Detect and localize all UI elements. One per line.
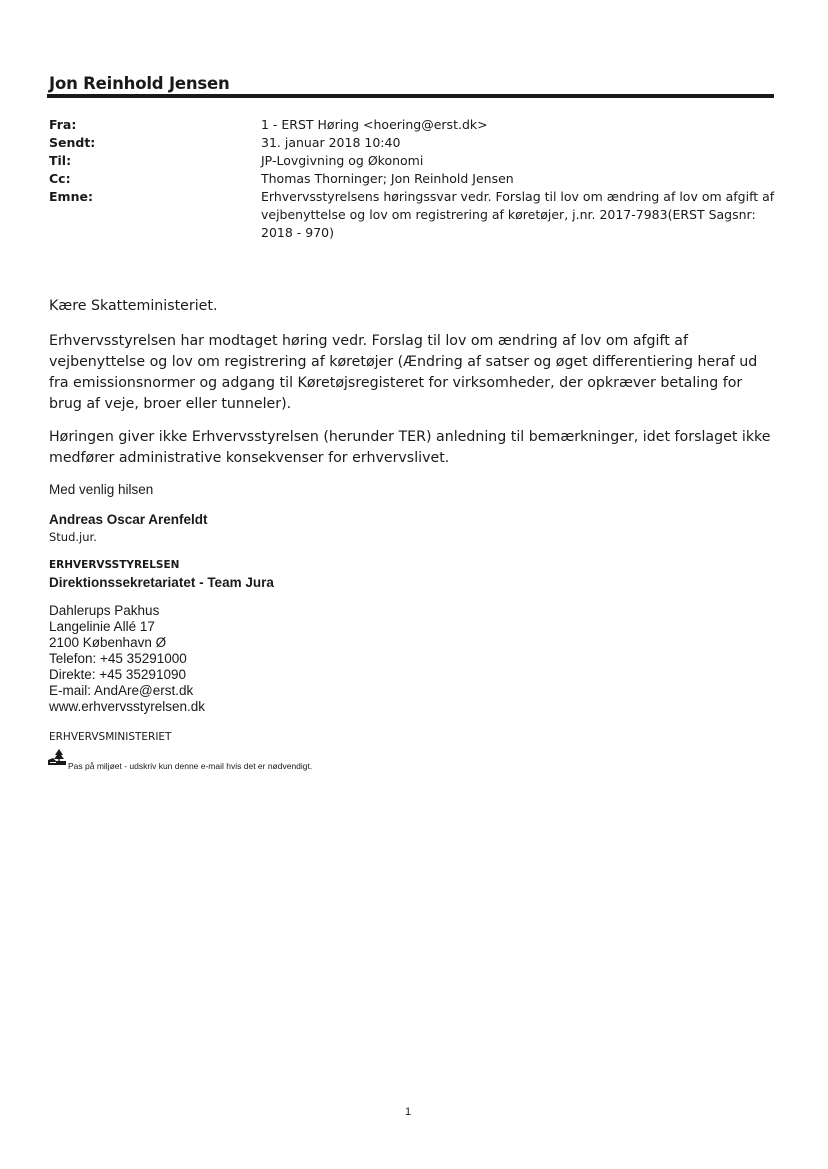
- signature-organization: ERHVERVSSTYRELSEN: [49, 559, 180, 571]
- environment-note-text: Pas på miljøet - udskriv kun denne e-mail hvis det er nødvendigt.: [68, 761, 313, 771]
- address-line: Langelinie Allé 17: [49, 619, 155, 634]
- address-line: 2100 København Ø: [49, 635, 167, 650]
- subject-value: Erhvervsstyrelsens høringssvar vedr. Forslag til lov om ændring af lov om afgift af vejbenyttelse og lov om registrering af køretøjer, j.nr. 2017-7983(ERST Sagsnr: 2018 - 970): [261, 189, 775, 240]
- to-label: Til:: [49, 153, 72, 168]
- header-row-cc: [49, 170, 777, 188]
- signature-department: Direktionssekretariatet - Team Jura: [49, 575, 274, 590]
- closing: Med venlig hilsen: [49, 482, 154, 497]
- sent-value: 31. januar 2018 10:40: [261, 135, 401, 150]
- sent-label: Sendt:: [49, 135, 96, 150]
- email-line: E-mail: AndAre@erst.dk: [49, 683, 194, 698]
- from-label: Fra:: [49, 117, 77, 132]
- subject-label: Emne:: [49, 189, 93, 204]
- cc-value: Thomas Thorninger; Jon Reinhold Jensen: [261, 171, 514, 186]
- page-number: 1: [405, 1106, 412, 1118]
- direct-phone-line: Direkte: +45 35291090: [49, 667, 186, 682]
- from-value: 1 - ERST Høring <hoering@erst.dk>: [261, 117, 488, 132]
- address-line: Dahlerups Pakhus: [49, 603, 160, 618]
- header-row-to: [49, 152, 777, 170]
- tree-printer-icon: [47, 748, 67, 771]
- cc-label: Cc:: [49, 171, 71, 186]
- environment-note: [47, 748, 312, 771]
- signature-name: Andreas Oscar Arenfeldt: [49, 512, 208, 527]
- website-line: www.erhvervsstyrelsen.dk: [49, 699, 206, 714]
- signature-address: [49, 603, 205, 715]
- body-paragraph-1: Erhvervsstyrelsen har modtaget høring vedr. Forslag til lov om ændring af lov om afgift af vejbenyttelse og lov om registrering af køretøjer (Ændring af satser og øget differentiering heraf ud fra emissionsnormer og adgang til Køretøjsregisteret for virksomheder, der opkræver betaling for brug af veje, broer eller tunneler).: [49, 333, 758, 412]
- signature-title: Stud.jur.: [49, 530, 97, 544]
- header-row-sent: [49, 134, 777, 152]
- ministry-name: ERHVERVSMINISTERIET: [49, 731, 172, 743]
- header-row-subject: [49, 188, 777, 248]
- to-value: JP-Lovgivning og Økonomi: [261, 153, 424, 168]
- header-divider: [47, 94, 774, 98]
- body-paragraph-2: Høringen giver ikke Erhvervsstyrelsen (herunder TER) anledning til bemærkninger, idet forslaget ikke medfører administrative konsekvenser for erhvervslivet.: [49, 429, 771, 466]
- header-row-from: [49, 116, 777, 134]
- sender-name: Jon Reinhold Jensen: [49, 74, 230, 93]
- phone-line: Telefon: +45 35291000: [49, 651, 187, 666]
- greeting: Kære Skatteministeriet.: [49, 298, 218, 314]
